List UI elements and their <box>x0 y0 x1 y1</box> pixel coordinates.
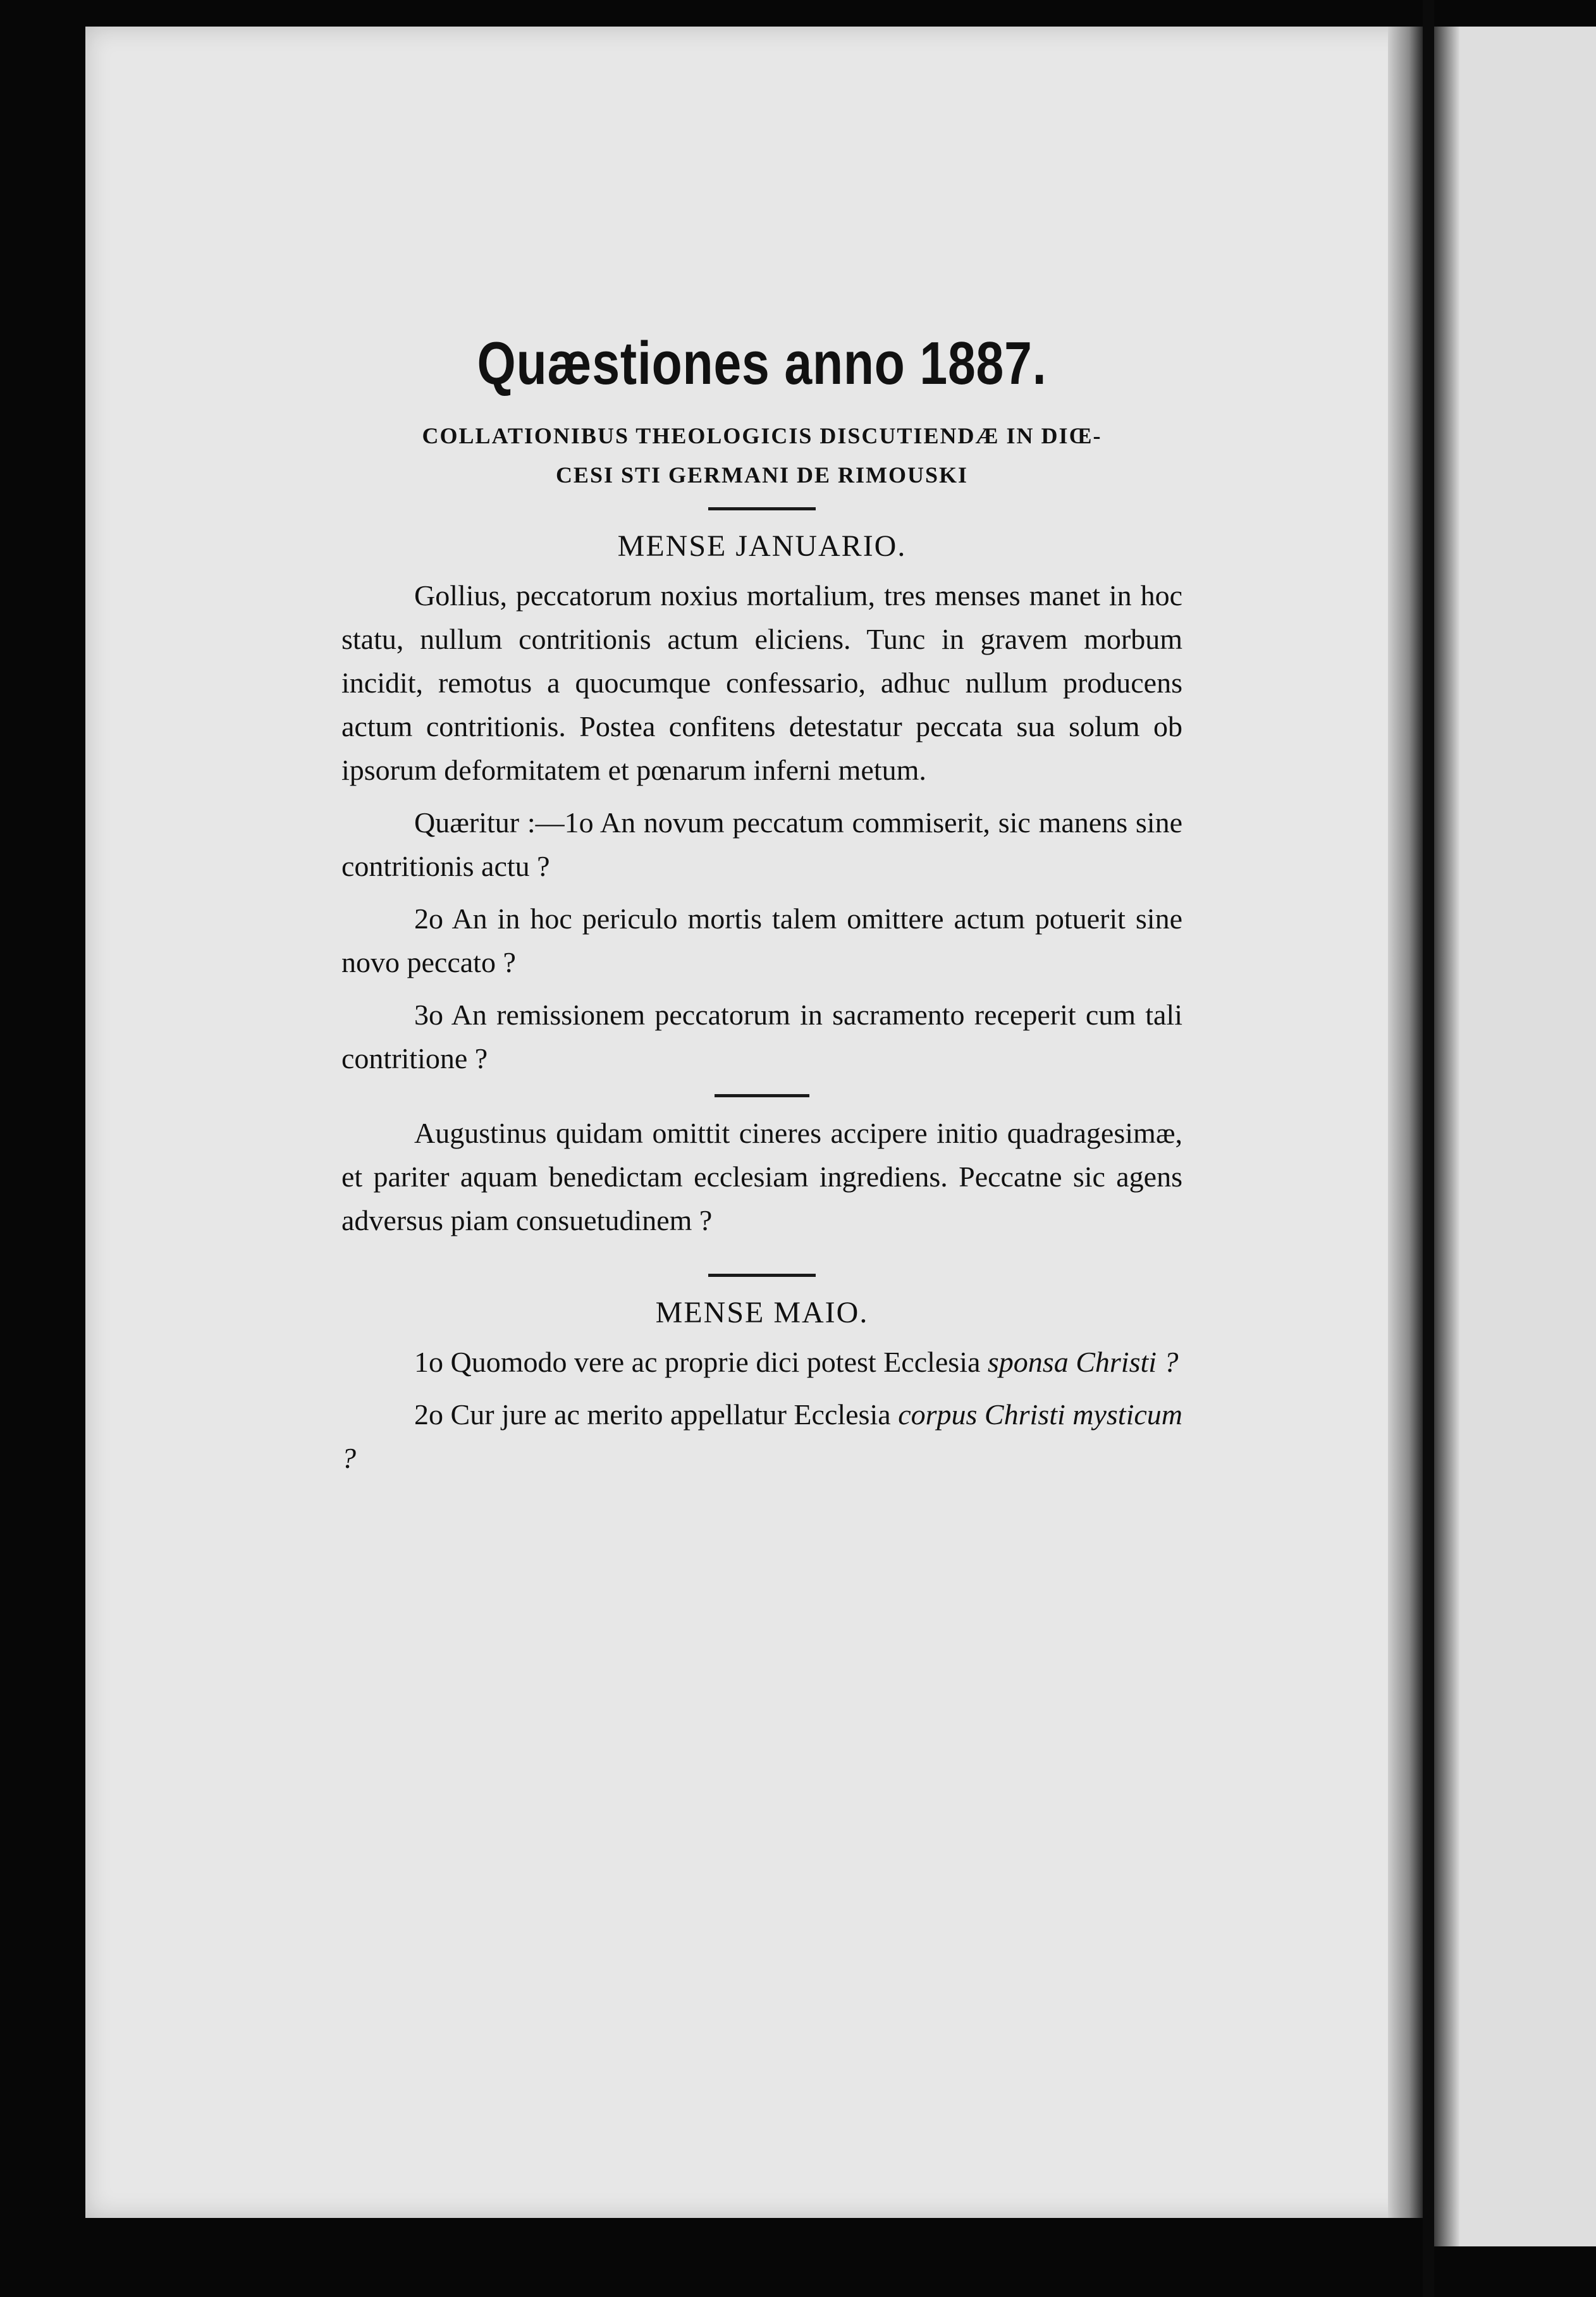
may-question-2-text: 2o Cur jure ac merito appellatur Ecclesia <box>414 1398 899 1431</box>
case-text-january: Gollius, peccatorum noxius mortalium, tres menses manet in hoc statu, nullum contritionis actum eliciens. Tunc in gravem morbum incidit, remotus a quocumque confessario, adhuc nullum producens actum contritionis. Postea confitens detestatur peccata sua solum ob ipsorum deformitatem et pœnarum inferni metum. <box>341 579 1182 786</box>
book-gutter <box>1423 0 1434 2297</box>
section-heading-january: MENSE JANUARIO. <box>617 529 907 563</box>
subtitle-line-1: COLLATIONIBUS THEOLOGICIS DISCUTIENDÆ IN DIŒ- <box>422 423 1102 448</box>
may-question-1 <box>341 1340 1182 1384</box>
divider-rule <box>708 507 816 510</box>
question-3: 3o An remissionem peccatorum in sacramento receperit cum tali contritione ? <box>341 999 1182 1075</box>
divider-rule-2 <box>715 1094 809 1097</box>
section-heading-may: MENSE MAIO. <box>655 1296 869 1329</box>
subtitle-line-2: CESI STI GERMANI DE RIMOUSKI <box>555 462 969 488</box>
divider-rule-3 <box>708 1274 816 1277</box>
question-2: 2o An in hoc periculo mortis talem omittere actum potuerit sine novo peccato ? <box>341 902 1182 978</box>
may-question-2 <box>341 1393 1182 1480</box>
document-title: Quæstiones anno 1887. <box>477 329 1047 397</box>
may-question-1-italic: sponsa Christi ? <box>987 1346 1179 1378</box>
page-content <box>341 329 1182 1480</box>
may-question-1-text: 1o Quomodo vere ac proprie dici potest Ecclesia <box>414 1346 988 1378</box>
may-question-2-italic: corpus Christi mysticum ? <box>341 1398 1182 1474</box>
adjacent-page-shade <box>1434 27 1459 2246</box>
page-edge <box>1388 27 1423 2218</box>
question-1: Quæritur :—1o An novum peccatum commiserit, sic manens sine contritionis actu ? <box>341 806 1182 882</box>
case-text-augustinus: Augustinus quidam omittit cineres accipere initio quadragesimæ, et pariter aquam benedictam ecclesiam ingrediens. Peccatne sic agens adversus piam consuetudinem ? <box>341 1117 1182 1236</box>
